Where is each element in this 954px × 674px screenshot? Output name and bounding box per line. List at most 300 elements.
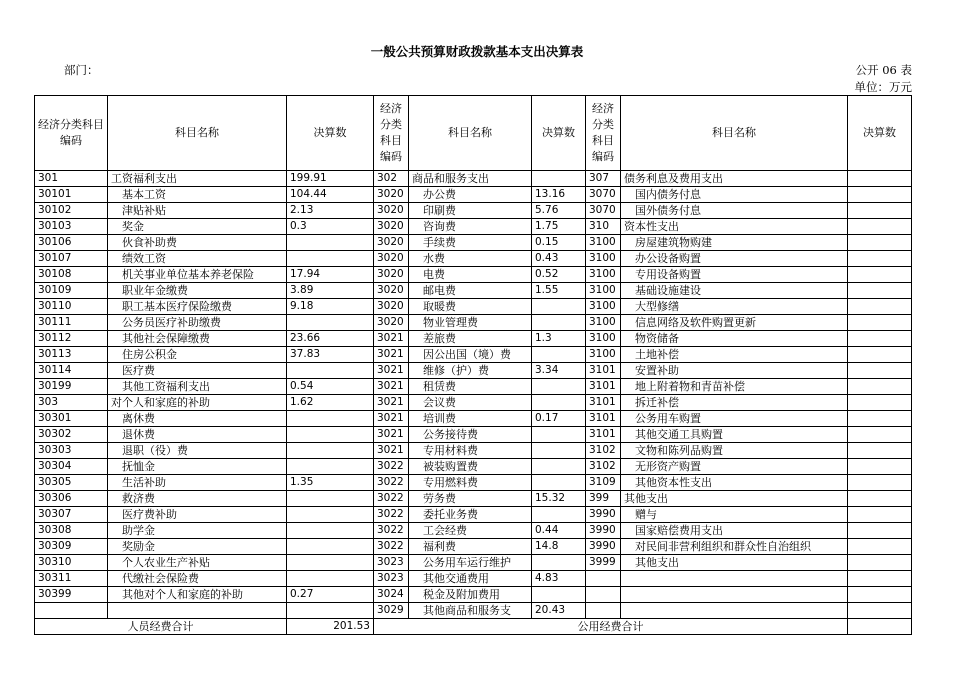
cell-amount xyxy=(287,571,374,587)
cell-name: 基本工资 xyxy=(108,187,287,203)
cell-code: 30306 xyxy=(35,491,108,507)
cell-name: 离休费 xyxy=(108,411,287,427)
cell-code: 30301 xyxy=(35,411,108,427)
cell-name: 租赁费 xyxy=(409,379,532,395)
cell-amount xyxy=(848,603,912,619)
cell-amount: 0.52 xyxy=(532,267,586,283)
cell-amount xyxy=(848,363,912,379)
cell-amount: 37.83 xyxy=(287,347,374,363)
table-row xyxy=(35,347,912,363)
cell-name: 国外债务付息 xyxy=(621,203,848,219)
cell-code: 3101 xyxy=(586,363,621,379)
cell-amount xyxy=(287,427,374,443)
cell-amount xyxy=(848,267,912,283)
cell-name: 专用设备购置 xyxy=(621,267,848,283)
cell-code: 3023 xyxy=(374,571,409,587)
cell-code: 3070 xyxy=(586,203,621,219)
cell-name: 工会经费 xyxy=(409,523,532,539)
cell-name: 税金及附加费用 xyxy=(409,587,532,603)
cell-code: 3020 xyxy=(374,267,409,283)
personnel-total-value: 201.53 xyxy=(287,619,374,635)
cell-name: 津贴补贴 xyxy=(108,203,287,219)
public-total-label: 公用经费合计 xyxy=(374,619,848,635)
cell-code: 3022 xyxy=(374,539,409,555)
cell-amount xyxy=(287,315,374,331)
header-code-3: 经济分类科目编码 xyxy=(586,96,621,171)
cell-amount xyxy=(287,363,374,379)
header-code-2: 经济分类科目编码 xyxy=(374,96,409,171)
cell-name: 其他支出 xyxy=(621,491,848,507)
cell-code: 303 xyxy=(35,395,108,411)
cell-name: 抚恤金 xyxy=(108,459,287,475)
cell-code: 3020 xyxy=(374,299,409,315)
cell-name: 咨询费 xyxy=(409,219,532,235)
cell-name: 工资福利支出 xyxy=(108,171,287,187)
cell-name: 物业管理费 xyxy=(409,315,532,331)
cell-amount xyxy=(848,171,912,187)
header-code-1: 经济分类科目编码 xyxy=(35,96,108,171)
cell-code: 3102 xyxy=(586,459,621,475)
cell-amount xyxy=(532,507,586,523)
cell-code: 30309 xyxy=(35,539,108,555)
cell-code: 3109 xyxy=(586,475,621,491)
table-row xyxy=(35,379,912,395)
cell-code: 3100 xyxy=(586,251,621,267)
cell-name: 因公出国（境）费 xyxy=(409,347,532,363)
cell-amount: 199.91 xyxy=(287,171,374,187)
cell-code: 30311 xyxy=(35,571,108,587)
cell-amount xyxy=(532,347,586,363)
cell-amount xyxy=(848,523,912,539)
cell-name: 医疗费补助 xyxy=(108,507,287,523)
cell-name: 拆迁补偿 xyxy=(621,395,848,411)
expenditure-table xyxy=(34,95,912,635)
cell-name: 福利费 xyxy=(409,539,532,555)
cell-code: 3022 xyxy=(374,475,409,491)
cell-code xyxy=(586,587,621,603)
cell-amount xyxy=(848,283,912,299)
cell-amount: 0.15 xyxy=(532,235,586,251)
cell-amount: 3.34 xyxy=(532,363,586,379)
header-row xyxy=(35,96,912,171)
table-row xyxy=(35,523,912,539)
table-row xyxy=(35,411,912,427)
cell-code: 3100 xyxy=(586,283,621,299)
cell-amount xyxy=(287,523,374,539)
cell-amount: 1.3 xyxy=(532,331,586,347)
cell-name: 住房公积金 xyxy=(108,347,287,363)
table-row xyxy=(35,235,912,251)
cell-name: 专用燃料费 xyxy=(409,475,532,491)
cell-code: 30110 xyxy=(35,299,108,315)
cell-name: 公务用车运行维护 xyxy=(409,555,532,571)
cell-name: 退休费 xyxy=(108,427,287,443)
cell-code: 30112 xyxy=(35,331,108,347)
cell-name: 其他交通工具购置 xyxy=(621,427,848,443)
cell-code: 30102 xyxy=(35,203,108,219)
cell-code: 3101 xyxy=(586,427,621,443)
department-label: 部门： xyxy=(64,63,99,77)
cell-name: 被装购置费 xyxy=(409,459,532,475)
cell-amount xyxy=(532,459,586,475)
cell-name: 其他交通费用 xyxy=(409,571,532,587)
cell-name: 其他资本性支出 xyxy=(621,475,848,491)
header-amount-2: 决算数 xyxy=(532,96,586,171)
cell-name: 地上附着物和青苗补偿 xyxy=(621,379,848,395)
cell-name: 伙食补助费 xyxy=(108,235,287,251)
table-row xyxy=(35,203,912,219)
cell-amount xyxy=(287,459,374,475)
cell-name: 物资储备 xyxy=(621,331,848,347)
cell-name: 救济费 xyxy=(108,491,287,507)
cell-name xyxy=(621,587,848,603)
cell-code: 3100 xyxy=(586,331,621,347)
cell-code: 3990 xyxy=(586,523,621,539)
table-row xyxy=(35,443,912,459)
cell-amount xyxy=(287,411,374,427)
cell-name: 债务利息及费用支出 xyxy=(621,171,848,187)
cell-name: 机关事业单位基本养老保险 xyxy=(108,267,287,283)
cell-name: 对个人和家庭的补助 xyxy=(108,395,287,411)
cell-name: 差旅费 xyxy=(409,331,532,347)
table-row xyxy=(35,219,912,235)
cell-code: 3102 xyxy=(586,443,621,459)
cell-code: 399 xyxy=(586,491,621,507)
cell-name: 安置补助 xyxy=(621,363,848,379)
table-row xyxy=(35,299,912,315)
cell-amount xyxy=(848,251,912,267)
cell-amount xyxy=(532,555,586,571)
header-amount-1: 决算数 xyxy=(287,96,374,171)
cell-amount xyxy=(848,539,912,555)
cell-code: 3020 xyxy=(374,203,409,219)
cell-code: 3100 xyxy=(586,299,621,315)
cell-amount xyxy=(532,395,586,411)
cell-name: 基础设施建设 xyxy=(621,283,848,299)
table-row xyxy=(35,251,912,267)
cell-code: 301 xyxy=(35,171,108,187)
table-row xyxy=(35,283,912,299)
cell-name: 代缴社会保险费 xyxy=(108,571,287,587)
table-row xyxy=(35,491,912,507)
cell-code: 30113 xyxy=(35,347,108,363)
cell-code: 3024 xyxy=(374,587,409,603)
cell-code: 3021 xyxy=(374,379,409,395)
cell-name: 文物和陈列品购置 xyxy=(621,443,848,459)
cell-name: 培训费 xyxy=(409,411,532,427)
cell-amount: 9.18 xyxy=(287,299,374,315)
cell-name xyxy=(108,603,287,619)
table-row xyxy=(35,475,912,491)
cell-name: 委托业务费 xyxy=(409,507,532,523)
cell-name: 资本性支出 xyxy=(621,219,848,235)
cell-name: 奖励金 xyxy=(108,539,287,555)
cell-name: 公务接待费 xyxy=(409,427,532,443)
cell-name: 助学金 xyxy=(108,523,287,539)
cell-name: 公务用车购置 xyxy=(621,411,848,427)
cell-code: 30109 xyxy=(35,283,108,299)
cell-code: 3990 xyxy=(586,507,621,523)
cell-code: 3070 xyxy=(586,187,621,203)
cell-name: 水费 xyxy=(409,251,532,267)
cell-amount xyxy=(848,427,912,443)
cell-amount: 1.55 xyxy=(532,283,586,299)
cell-amount xyxy=(848,587,912,603)
cell-code: 30108 xyxy=(35,267,108,283)
cell-amount: 0.3 xyxy=(287,219,374,235)
cell-amount: 104.44 xyxy=(287,187,374,203)
cell-code: 3020 xyxy=(374,251,409,267)
table-row xyxy=(35,539,912,555)
table-row xyxy=(35,427,912,443)
cell-code: 3029 xyxy=(374,603,409,619)
table-row xyxy=(35,587,912,603)
cell-amount: 5.76 xyxy=(532,203,586,219)
cell-amount xyxy=(848,411,912,427)
cell-name: 奖金 xyxy=(108,219,287,235)
cell-amount: 20.43 xyxy=(532,603,586,619)
cell-code: 3021 xyxy=(374,363,409,379)
cell-name: 邮电费 xyxy=(409,283,532,299)
cell-name: 其他对个人和家庭的补助 xyxy=(108,587,287,603)
personnel-total-label: 人员经费合计 xyxy=(35,619,287,635)
cell-amount: 0.17 xyxy=(532,411,586,427)
table-row xyxy=(35,315,912,331)
cell-amount: 0.27 xyxy=(287,587,374,603)
cell-amount xyxy=(848,491,912,507)
cell-amount xyxy=(287,555,374,571)
cell-code: 3021 xyxy=(374,347,409,363)
cell-amount xyxy=(848,571,912,587)
table-row xyxy=(35,459,912,475)
cell-amount: 15.32 xyxy=(532,491,586,507)
cell-amount xyxy=(848,507,912,523)
cell-amount xyxy=(532,475,586,491)
cell-code: 3020 xyxy=(374,283,409,299)
table-row xyxy=(35,187,912,203)
cell-code: 3100 xyxy=(586,347,621,363)
cell-code: 307 xyxy=(586,171,621,187)
cell-amount xyxy=(848,347,912,363)
cell-code: 30308 xyxy=(35,523,108,539)
cell-amount xyxy=(532,379,586,395)
unit-label: 单位：万元 xyxy=(854,80,912,94)
cell-code: 30303 xyxy=(35,443,108,459)
cell-code: 3999 xyxy=(586,555,621,571)
cell-code: 30399 xyxy=(35,587,108,603)
cell-amount xyxy=(848,459,912,475)
cell-amount xyxy=(287,507,374,523)
cell-name: 专用材料费 xyxy=(409,443,532,459)
public-total-value xyxy=(848,619,912,635)
cell-code: 30107 xyxy=(35,251,108,267)
cell-amount xyxy=(532,443,586,459)
cell-name: 其他支出 xyxy=(621,555,848,571)
cell-code: 3990 xyxy=(586,539,621,555)
cell-code: 3022 xyxy=(374,459,409,475)
cell-name xyxy=(621,603,848,619)
cell-name: 国家赔偿费用支出 xyxy=(621,523,848,539)
cell-name: 电费 xyxy=(409,267,532,283)
table-row xyxy=(35,171,912,187)
cell-name: 绩效工资 xyxy=(108,251,287,267)
cell-code: 3020 xyxy=(374,187,409,203)
cell-amount xyxy=(287,235,374,251)
cell-code xyxy=(586,571,621,587)
cell-amount xyxy=(532,299,586,315)
cell-amount xyxy=(532,587,586,603)
header-amount-3: 决算数 xyxy=(848,96,912,171)
report-title: 一般公共预算财政拨款基本支出决算表 xyxy=(370,44,584,59)
cell-amount xyxy=(532,427,586,443)
cell-name: 办公费 xyxy=(409,187,532,203)
cell-name: 其他商品和服务支 xyxy=(409,603,532,619)
table-row xyxy=(35,395,912,411)
cell-amount xyxy=(848,187,912,203)
cell-code: 30114 xyxy=(35,363,108,379)
table-row xyxy=(35,363,912,379)
cell-amount xyxy=(848,299,912,315)
cell-amount: 13.16 xyxy=(532,187,586,203)
cell-amount: 0.43 xyxy=(532,251,586,267)
cell-amount: 1.75 xyxy=(532,219,586,235)
cell-code: 3020 xyxy=(374,219,409,235)
header-name-1: 科目名称 xyxy=(108,96,287,171)
cell-amount: 0.44 xyxy=(532,523,586,539)
cell-code: 30302 xyxy=(35,427,108,443)
cell-amount xyxy=(848,203,912,219)
cell-amount xyxy=(848,315,912,331)
cell-name: 取暖费 xyxy=(409,299,532,315)
cell-code: 3020 xyxy=(374,315,409,331)
cell-name: 手续费 xyxy=(409,235,532,251)
table-row xyxy=(35,571,912,587)
cell-name: 印刷费 xyxy=(409,203,532,219)
cell-amount xyxy=(848,443,912,459)
cell-code: 30305 xyxy=(35,475,108,491)
cell-code: 30310 xyxy=(35,555,108,571)
cell-name: 劳务费 xyxy=(409,491,532,507)
cell-code: 3101 xyxy=(586,411,621,427)
cell-code: 30199 xyxy=(35,379,108,395)
cell-amount xyxy=(287,251,374,267)
cell-amount xyxy=(848,475,912,491)
header-name-3: 科目名称 xyxy=(621,96,848,171)
form-number: 公开 06 表 xyxy=(855,63,912,77)
cell-amount xyxy=(848,555,912,571)
cell-name: 个人农业生产补贴 xyxy=(108,555,287,571)
cell-amount xyxy=(287,491,374,507)
cell-code: 30103 xyxy=(35,219,108,235)
cell-code xyxy=(35,603,108,619)
cell-amount xyxy=(848,331,912,347)
cell-amount xyxy=(848,379,912,395)
cell-name: 医疗费 xyxy=(108,363,287,379)
cell-name: 土地补偿 xyxy=(621,347,848,363)
cell-name: 其他社会保障缴费 xyxy=(108,331,287,347)
cell-name: 办公设备购置 xyxy=(621,251,848,267)
table-row xyxy=(35,331,912,347)
table-row xyxy=(35,603,912,619)
cell-name: 信息网络及软件购置更新 xyxy=(621,315,848,331)
cell-code xyxy=(586,603,621,619)
cell-code: 3022 xyxy=(374,491,409,507)
cell-name: 职工基本医疗保险缴费 xyxy=(108,299,287,315)
cell-name: 公务员医疗补助缴费 xyxy=(108,315,287,331)
table-row xyxy=(35,555,912,571)
cell-amount xyxy=(848,219,912,235)
cell-amount: 4.83 xyxy=(532,571,586,587)
cell-amount: 1.35 xyxy=(287,475,374,491)
cell-amount: 0.54 xyxy=(287,379,374,395)
cell-name: 会议费 xyxy=(409,395,532,411)
cell-code: 3021 xyxy=(374,443,409,459)
cell-code: 3100 xyxy=(586,267,621,283)
cell-name xyxy=(621,571,848,587)
cell-code: 310 xyxy=(586,219,621,235)
table-row xyxy=(35,267,912,283)
cell-code: 3100 xyxy=(586,315,621,331)
header-name-2: 科目名称 xyxy=(409,96,532,171)
cell-code: 3022 xyxy=(374,523,409,539)
cell-code: 3022 xyxy=(374,507,409,523)
cell-amount: 14.8 xyxy=(532,539,586,555)
cell-amount: 17.94 xyxy=(287,267,374,283)
cell-name: 大型修缮 xyxy=(621,299,848,315)
cell-code: 3023 xyxy=(374,555,409,571)
cell-code: 30101 xyxy=(35,187,108,203)
cell-amount xyxy=(848,395,912,411)
cell-name: 其他工资福利支出 xyxy=(108,379,287,395)
cell-amount: 3.89 xyxy=(287,283,374,299)
cell-name: 职业年金缴费 xyxy=(108,283,287,299)
cell-code: 302 xyxy=(374,171,409,187)
cell-amount xyxy=(848,235,912,251)
footer-row xyxy=(35,619,912,635)
cell-amount: 2.13 xyxy=(287,203,374,219)
cell-amount xyxy=(287,539,374,555)
cell-code: 3021 xyxy=(374,395,409,411)
cell-code: 3021 xyxy=(374,411,409,427)
cell-code: 30304 xyxy=(35,459,108,475)
cell-code: 30111 xyxy=(35,315,108,331)
cell-name: 对民间非营利组织和群众性自治组织 xyxy=(621,539,848,555)
cell-amount: 23.66 xyxy=(287,331,374,347)
cell-amount xyxy=(287,603,374,619)
cell-name: 房屋建筑物购建 xyxy=(621,235,848,251)
cell-name: 赠与 xyxy=(621,507,848,523)
cell-code: 3100 xyxy=(586,235,621,251)
cell-code: 3101 xyxy=(586,379,621,395)
cell-name: 维修（护）费 xyxy=(409,363,532,379)
cell-amount xyxy=(532,315,586,331)
table-row xyxy=(35,507,912,523)
cell-code: 3020 xyxy=(374,235,409,251)
cell-code: 3021 xyxy=(374,331,409,347)
cell-code: 3021 xyxy=(374,427,409,443)
cell-name: 商品和服务支出 xyxy=(409,171,532,187)
cell-name: 生活补助 xyxy=(108,475,287,491)
cell-amount xyxy=(287,443,374,459)
cell-amount xyxy=(532,171,586,187)
cell-code: 30307 xyxy=(35,507,108,523)
cell-name: 国内债务付息 xyxy=(621,187,848,203)
cell-amount: 1.62 xyxy=(287,395,374,411)
cell-code: 3101 xyxy=(586,395,621,411)
cell-name: 无形资产购置 xyxy=(621,459,848,475)
cell-code: 30106 xyxy=(35,235,108,251)
cell-name: 退职（役）费 xyxy=(108,443,287,459)
